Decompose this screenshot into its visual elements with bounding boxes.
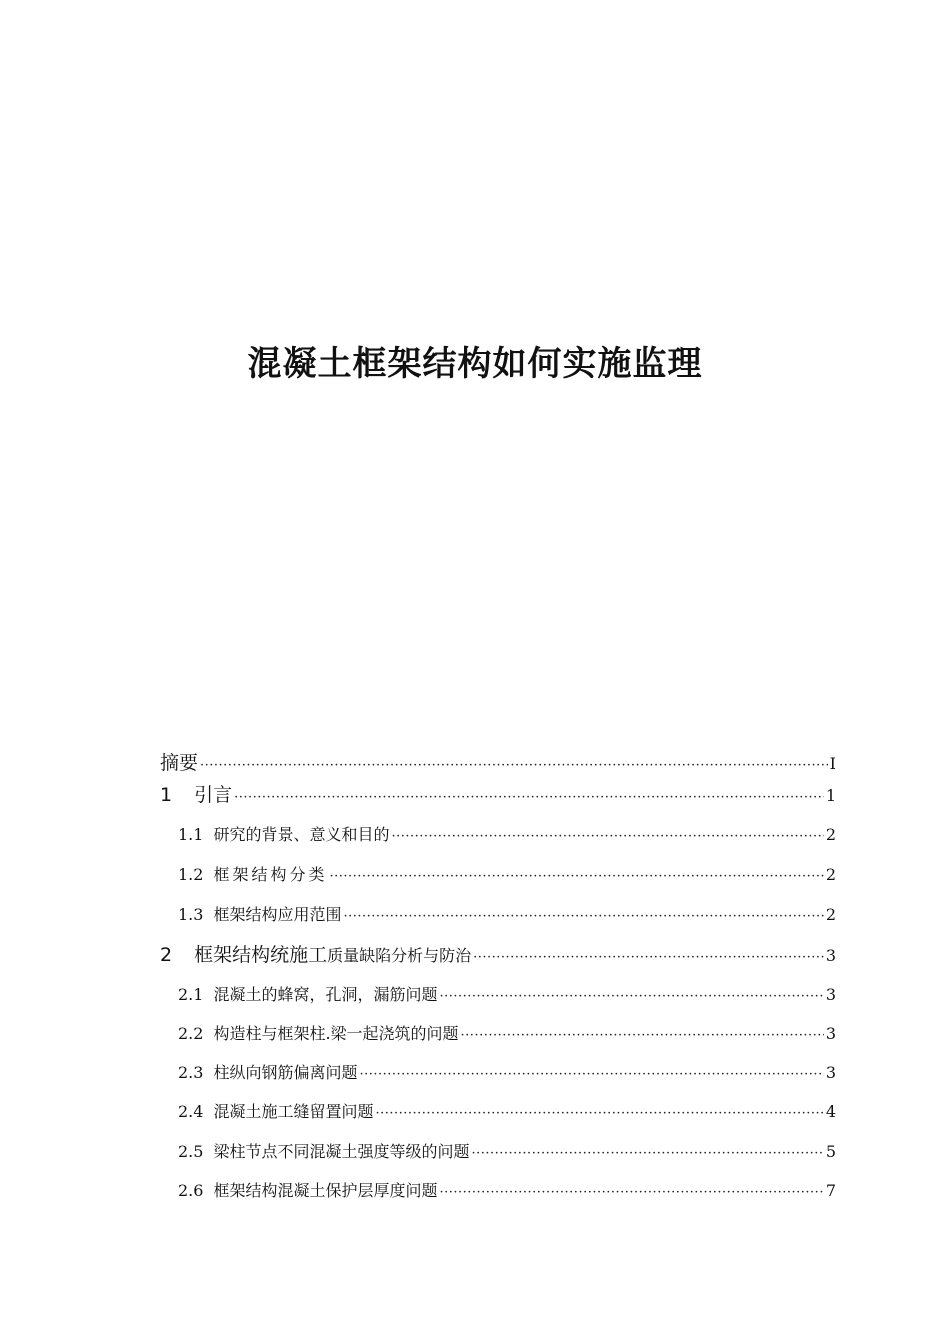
toc-page-number: 7 bbox=[825, 1181, 836, 1200]
toc-entry-number: 2.6 bbox=[178, 1181, 204, 1200]
toc-page-number: 5 bbox=[825, 1142, 836, 1161]
toc-entry-number: 1.3 bbox=[178, 905, 204, 924]
document-title: 混凝土框架结构如何实施监理 bbox=[247, 344, 703, 384]
toc-leader-dots bbox=[439, 989, 823, 1004]
toc-entry-2-5[interactable] bbox=[160, 1139, 836, 1162]
toc-leader-dots bbox=[473, 950, 824, 965]
toc-entry-number: 1.2 bbox=[178, 865, 204, 884]
toc-entry-number: 2.5 bbox=[178, 1142, 204, 1161]
toc-entry-2-6[interactable] bbox=[160, 1178, 836, 1201]
toc-entry-number: 1 bbox=[160, 784, 173, 806]
toc-page-number: 2 bbox=[825, 905, 836, 924]
toc-page-number: 2 bbox=[825, 825, 836, 844]
toc-entry-label bbox=[194, 940, 471, 967]
toc-page-number: 4 bbox=[825, 1102, 836, 1121]
toc-leader-dots bbox=[359, 1067, 823, 1082]
toc-page-number: 3 bbox=[825, 985, 836, 1004]
toc-entry-label-main: 框架结构统施工 bbox=[194, 944, 328, 966]
toc-entry-2-3[interactable] bbox=[160, 1060, 836, 1083]
toc-leader-dots bbox=[200, 758, 828, 773]
toc-leader-dots bbox=[461, 1028, 824, 1043]
toc-entry-label: 框架结构混凝土保护层厚度问题 bbox=[213, 1181, 438, 1200]
toc-page-number: 1 bbox=[825, 786, 836, 805]
toc-entry-2[interactable] bbox=[160, 940, 836, 967]
toc-entry-label: 混凝土施工缝留置问题 bbox=[213, 1102, 374, 1121]
toc-entry-number: 2.2 bbox=[178, 1024, 204, 1043]
toc-leader-dots bbox=[391, 829, 823, 844]
toc-entry-number: 1.1 bbox=[178, 825, 204, 844]
toc-entry-2-1[interactable] bbox=[160, 982, 836, 1005]
toc-entry-label: 框架结构分类 bbox=[213, 865, 328, 884]
toc-leader-dots bbox=[343, 909, 823, 924]
toc-leader-dots bbox=[439, 1185, 823, 1200]
toc-entry-number: 2.1 bbox=[178, 985, 204, 1004]
toc-entry-2-4[interactable] bbox=[160, 1099, 836, 1122]
toc-leader-dots bbox=[234, 790, 824, 805]
toc-entry-1-1[interactable] bbox=[160, 822, 836, 845]
toc-entry-number: 2.4 bbox=[178, 1102, 204, 1121]
toc-entry-label: 构造柱与框架柱.梁一起浇筑的问题 bbox=[213, 1024, 459, 1043]
toc-leader-dots bbox=[471, 1146, 823, 1161]
toc-leader-dots bbox=[375, 1106, 823, 1121]
toc-entry-1-2[interactable] bbox=[160, 862, 836, 885]
toc-entry-abstract[interactable] bbox=[160, 748, 836, 775]
toc-entry-number: 2.3 bbox=[178, 1063, 204, 1082]
toc-entry-label: 柱纵向钢筋偏离问题 bbox=[213, 1063, 358, 1082]
toc-entry-label: 研究的背景、意义和目的 bbox=[213, 825, 390, 844]
toc-page-number: 3 bbox=[825, 946, 836, 965]
toc-entry-1[interactable] bbox=[160, 780, 836, 807]
toc-entry-label: 摘要 bbox=[160, 752, 199, 774]
toc-leader-dots bbox=[329, 869, 823, 884]
toc-entry-label: 框架结构应用范围 bbox=[213, 905, 342, 924]
toc-page-number: 3 bbox=[825, 1024, 836, 1043]
toc-entry-2-2[interactable] bbox=[160, 1021, 836, 1044]
toc-entry-label: 梁柱节点不同混凝土强度等级的问题 bbox=[213, 1142, 470, 1161]
toc-page-number: 2 bbox=[825, 865, 836, 884]
toc-page-number: 3 bbox=[825, 1063, 836, 1082]
toc-entry-number: 2 bbox=[160, 944, 173, 966]
toc-page-number: I bbox=[829, 754, 836, 773]
toc-entry-label: 混凝土的蜂窝，孔洞，漏筋问题 bbox=[213, 985, 438, 1004]
toc-entry-label-rest: 质量缺陷分析与防治 bbox=[327, 946, 472, 965]
toc-entry-1-3[interactable] bbox=[160, 902, 836, 925]
toc-entry-label: 引言 bbox=[194, 784, 233, 806]
